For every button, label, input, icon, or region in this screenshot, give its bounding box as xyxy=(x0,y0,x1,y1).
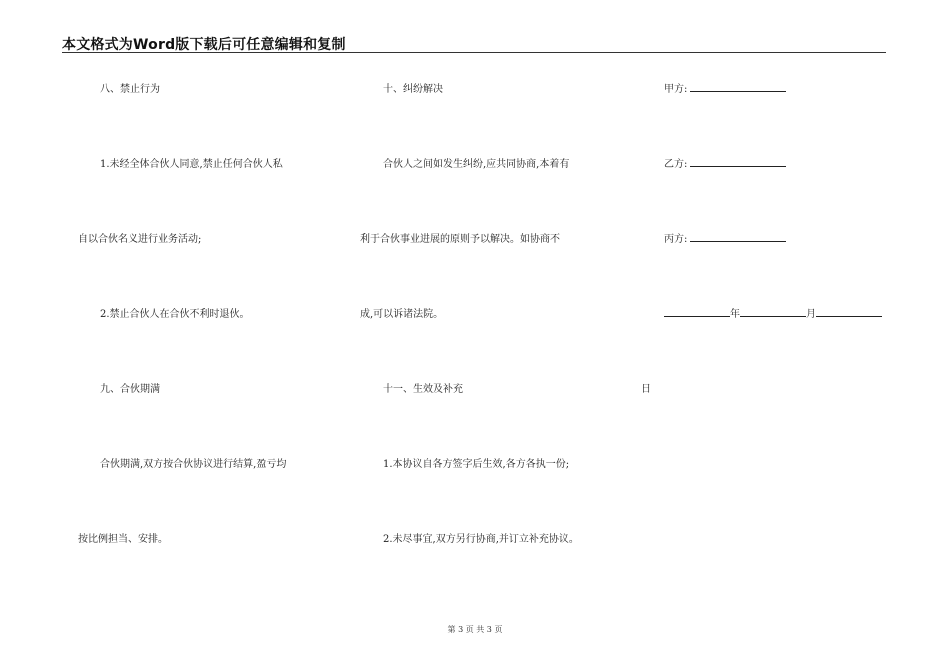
section-10-heading: 十、纠纷解决 xyxy=(383,84,443,95)
party-a-signature xyxy=(664,80,786,95)
section-9-text-cont: 按比例担当、安排。 xyxy=(78,534,168,545)
party-c-blank xyxy=(690,231,786,242)
party-b-label: 乙方: xyxy=(664,159,688,170)
section-10-text-end: 成,可以诉诸法院。 xyxy=(360,309,444,320)
page-number: 第 3 页 共 3 页 xyxy=(447,625,503,634)
party-b-blank xyxy=(690,156,786,167)
party-a-blank xyxy=(690,81,786,92)
day-label: 日 xyxy=(641,384,651,395)
section-8-item-2: 2.禁止合伙人在合伙不利时退伙。 xyxy=(100,309,250,320)
section-11-heading: 十一、生效及补充 xyxy=(383,384,463,395)
section-9-heading: 九、合伙期满 xyxy=(100,384,160,395)
day-blank xyxy=(816,306,882,317)
section-9-text: 合伙期满,双方按合伙协议进行结算,盈亏均 xyxy=(100,459,287,470)
party-a-label: 甲方: xyxy=(664,84,688,95)
section-10-text: 合伙人之间如发生纠纷,应共同协商,本着有 xyxy=(383,159,570,170)
section-11-item-1: 1.本协议自各方签字后生效,各方各执一份; xyxy=(383,459,570,470)
year-label: 年 xyxy=(730,309,740,320)
section-8-item-1: 1.未经全体合伙人同意,禁止任何合伙人私 xyxy=(100,159,283,170)
party-c-label: 丙方: xyxy=(664,234,688,245)
month-label: 月 xyxy=(806,309,816,320)
date-line xyxy=(664,305,882,320)
header-divider xyxy=(62,52,886,53)
section-11-item-2: 2.未尽事宜,双方另行协商,并订立补充协议。 xyxy=(383,534,579,545)
party-b-signature xyxy=(664,155,786,170)
party-c-signature xyxy=(664,230,786,245)
page-header-title: 本文格式为Word版下载后可任意编辑和复制 xyxy=(62,37,346,53)
section-10-text-cont: 利于合伙事业进展的原则予以解决。如协商不 xyxy=(360,234,560,245)
section-8-heading: 八、禁止行为 xyxy=(100,84,160,95)
section-8-item-1-cont: 自以合伙名义进行业务活动; xyxy=(78,234,202,245)
month-blank xyxy=(740,306,806,317)
year-blank xyxy=(664,306,730,317)
